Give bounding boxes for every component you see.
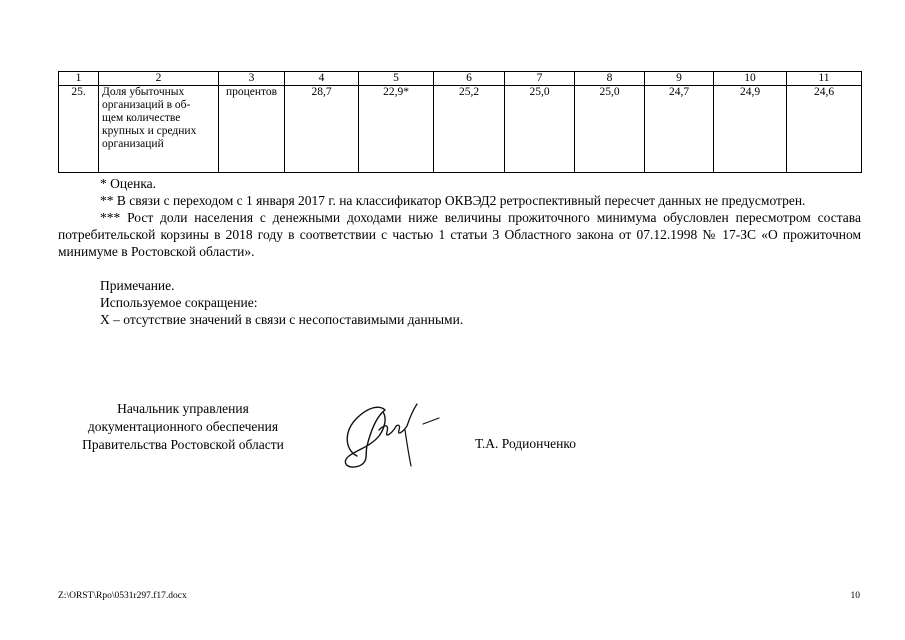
signatory-name: Т.А. Родионченко bbox=[475, 436, 576, 451]
footnote-population: *** Рост доли населения с денежными доходами ниже величины прожиточного минимума обусловлен пересмотром состава потребительской корзины в 2018 году в соответствии с частью 1 статьи 3 Областного закона от 07.12.1998 № 17-ЗС «О прожиточном минимуме в Ростовской области». bbox=[58, 210, 861, 259]
column-header: 5 bbox=[359, 72, 434, 86]
handwritten-signature bbox=[327, 390, 447, 472]
position-line: Правительства Ростовской области bbox=[82, 437, 284, 452]
value-cell: 24,6 bbox=[787, 86, 862, 173]
indicator-table bbox=[58, 71, 862, 173]
column-header: 9 bbox=[645, 72, 714, 86]
column-header: 8 bbox=[575, 72, 645, 86]
column-header: 6 bbox=[434, 72, 505, 86]
footnote-okved: ** В связи с переходом с 1 января 2017 г. на классификатор ОКВЭД2 ретроспективный пересчет данных не предусмотрен. bbox=[100, 193, 806, 208]
page-number: 10 bbox=[850, 591, 860, 601]
value-cell: 25,0 bbox=[575, 86, 645, 173]
table-header-row bbox=[59, 72, 862, 86]
column-header: 2 bbox=[99, 72, 219, 86]
indicator-line: организаций bbox=[102, 138, 164, 150]
row-number: 25. bbox=[59, 86, 99, 173]
value-cell: 25,2 bbox=[434, 86, 505, 173]
footnote-estimate: * Оценка. bbox=[100, 176, 157, 191]
position-line: документационного обеспечения bbox=[87, 419, 279, 434]
column-header: 11 bbox=[787, 72, 862, 86]
column-header: 4 bbox=[285, 72, 359, 86]
indicator-line: организаций в об- bbox=[102, 99, 191, 111]
indicator-line: щем количестве bbox=[102, 112, 181, 124]
file-path: Z:\ORST\Rpo\0531r297.f17.docx bbox=[58, 591, 187, 601]
footnotes bbox=[58, 175, 861, 328]
value-cell: 24,7 bbox=[645, 86, 714, 173]
remark-subtitle: Используемое сокращение: bbox=[100, 295, 258, 310]
indicator-name bbox=[99, 86, 219, 173]
column-header: 3 bbox=[219, 72, 285, 86]
unit-cell: процентов bbox=[219, 86, 285, 173]
signatory-position bbox=[58, 400, 308, 454]
position-line: Начальник управления bbox=[117, 401, 249, 416]
column-header: 1 bbox=[59, 72, 99, 86]
column-header: 7 bbox=[505, 72, 575, 86]
indicator-line: крупных и средних bbox=[102, 125, 197, 137]
value-cell: 25,0 bbox=[505, 86, 575, 173]
remark-title: Примечание. bbox=[100, 278, 175, 293]
value-cell: 24,9 bbox=[714, 86, 787, 173]
remark-abbreviation: Х – отсутствие значений в связи с несопоставимыми данными. bbox=[100, 312, 464, 327]
value-cell: 28,7 bbox=[285, 86, 359, 173]
table-row bbox=[59, 86, 862, 173]
value-cell: 22,9* bbox=[359, 86, 434, 173]
indicator-line: Доля убыточных bbox=[102, 86, 185, 98]
column-header: 10 bbox=[714, 72, 787, 86]
